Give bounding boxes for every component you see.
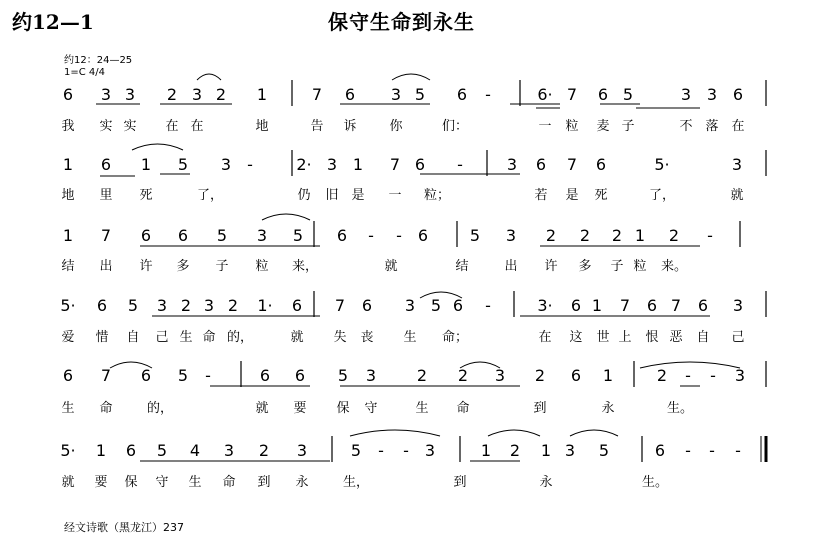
note: 7 (100, 226, 112, 245)
note: 6 (597, 85, 609, 104)
note: 2 (166, 85, 178, 104)
note: 3· (537, 296, 553, 315)
lyric: 在 (538, 330, 552, 345)
lyric: 守 (155, 475, 169, 490)
lyric: 粒 (565, 119, 579, 134)
note: 5· (60, 296, 76, 315)
lyric: 永 (601, 401, 615, 416)
slur (132, 144, 183, 150)
note: 7 (566, 85, 578, 104)
lyric: 就 (61, 475, 75, 490)
key-time-signature: 1=C 4/4 (64, 67, 105, 78)
lyric: 生。 (666, 401, 694, 416)
note: 5 (177, 155, 189, 174)
lyric: 保 (124, 475, 138, 490)
lyric: 己 (155, 330, 169, 345)
lyric: 恨 (645, 330, 659, 345)
note: 2 (611, 226, 623, 245)
note: 6 (62, 85, 74, 104)
lyric: 命 (202, 330, 216, 345)
lyric: 实 (123, 119, 137, 134)
dash-note: - (710, 366, 716, 385)
note: 5· (654, 155, 670, 174)
lyric: 们： (441, 119, 469, 134)
music-system-1 (61, 80, 766, 134)
note: 3 (731, 155, 743, 174)
note: 1 (480, 441, 492, 460)
dash-note: - (378, 441, 384, 460)
note: 6 (535, 155, 547, 174)
dash-note: - (685, 366, 691, 385)
lyric: 命 (99, 401, 113, 416)
lyric: 在 (190, 119, 204, 134)
note: 5 (598, 441, 610, 460)
note: 7 (334, 296, 346, 315)
lyric: 许 (544, 259, 558, 274)
lyric: 仍 (297, 188, 311, 203)
lyric: 子 (621, 119, 635, 134)
slur (197, 74, 221, 80)
lyric: 一 (538, 119, 552, 134)
lyric: 这 (569, 330, 583, 345)
note: 5 (177, 366, 189, 385)
lyric: 生， (342, 475, 370, 490)
lyric: 来。 (660, 259, 688, 274)
note: 5 (622, 85, 634, 104)
lyric: 诉 (343, 119, 357, 134)
lyric: 子 (215, 259, 229, 274)
dash-note: - (205, 366, 211, 385)
lyric: 粒 (255, 259, 269, 274)
music-system-5 (61, 361, 766, 416)
lyric: 就 (730, 188, 744, 203)
lyric: 生。 (641, 475, 669, 490)
lyric: 告 (310, 119, 324, 134)
lyric: 我 (61, 119, 75, 134)
note: 6 (100, 155, 112, 174)
note: 1 (95, 441, 107, 460)
lyric: 爱 (61, 330, 75, 345)
note: 6· (537, 85, 553, 104)
note: 6 (595, 155, 607, 174)
lyric: 惜 (95, 330, 109, 345)
note: 6 (732, 85, 744, 104)
slur (570, 430, 618, 436)
lyric: 永 (539, 475, 553, 490)
lyric: 自 (126, 330, 140, 345)
note: 6 (361, 296, 373, 315)
lyric: 丧 (360, 330, 374, 345)
note: 1 (352, 155, 364, 174)
lyric: 实 (99, 119, 113, 134)
lyric: 粒； (423, 188, 451, 203)
note: 1 (540, 441, 552, 460)
note: 6 (96, 296, 108, 315)
lyric: 己 (731, 330, 745, 345)
dash-note: - (485, 85, 491, 104)
lyric: 地 (255, 119, 269, 134)
note: 6 (570, 296, 582, 315)
source-footer: 经文诗歌（黑龙江）237 (64, 521, 184, 534)
note: 3 (156, 296, 168, 315)
music-system-6 (60, 436, 766, 490)
note: 2· (296, 155, 312, 174)
note: 2 (579, 226, 591, 245)
lyric: 恶 (669, 330, 683, 345)
note: 1· (257, 296, 273, 315)
note: 6 (456, 85, 468, 104)
note: 3 (256, 226, 268, 245)
note: 3 (494, 366, 506, 385)
lyric: 生 (415, 401, 429, 416)
lyric: 世 (596, 330, 610, 345)
note: 5· (60, 441, 76, 460)
note: 3 (404, 296, 416, 315)
note: 6 (417, 226, 429, 245)
note: 3 (505, 226, 517, 245)
note: 3 (680, 85, 692, 104)
slur (262, 214, 310, 220)
lyric: 保 (336, 401, 350, 416)
note: 7 (619, 296, 631, 315)
lyric: 到 (533, 401, 547, 416)
lyric: 的， (146, 401, 174, 416)
lyric: 了， (648, 188, 676, 203)
dash-note: - (709, 441, 715, 460)
lyric: 自 (696, 330, 710, 345)
note: 1 (62, 226, 74, 245)
note: 5 (350, 441, 362, 460)
note: 5 (127, 296, 139, 315)
lyric: 落 (705, 119, 719, 134)
note: 5 (156, 441, 168, 460)
note: 3 (124, 85, 136, 104)
dash-note: - (735, 441, 741, 460)
note: 3 (223, 441, 235, 460)
note: 7 (389, 155, 401, 174)
note: 2 (457, 366, 469, 385)
dash-note: - (485, 296, 491, 315)
note: 5 (292, 226, 304, 245)
note: 6 (697, 296, 709, 315)
note: 2 (668, 226, 680, 245)
note: 2 (215, 85, 227, 104)
lyric: 了， (196, 188, 224, 203)
note: 5 (414, 85, 426, 104)
note: 6 (62, 366, 74, 385)
note: 7 (311, 85, 323, 104)
note: 6 (344, 85, 356, 104)
note: 2 (227, 296, 239, 315)
dash-note: - (368, 226, 374, 245)
lyric: 若 (534, 188, 548, 203)
dash-note: - (707, 226, 713, 245)
dash-note: - (457, 155, 463, 174)
lyric: 是 (565, 188, 579, 203)
lyric: 里 (99, 188, 113, 203)
note: 6 (570, 366, 582, 385)
note: 1 (634, 226, 646, 245)
note: 1 (140, 155, 152, 174)
note: 3 (203, 296, 215, 315)
note: 2 (545, 226, 557, 245)
note: 2 (656, 366, 668, 385)
note: 2 (416, 366, 428, 385)
lyric: 来， (291, 259, 319, 274)
lyric: 在 (731, 119, 745, 134)
lyric: 麦 (596, 119, 610, 134)
note: 6 (140, 366, 152, 385)
lyric: 许 (139, 259, 153, 274)
note: 6 (452, 296, 464, 315)
note: 7 (670, 296, 682, 315)
lyric: 出 (504, 259, 518, 274)
lyric: 就 (290, 330, 304, 345)
lyric: 死 (594, 188, 608, 203)
lyric: 多 (578, 259, 592, 274)
note: 3 (100, 85, 112, 104)
lyric: 出 (99, 259, 113, 274)
note: 3 (220, 155, 232, 174)
lyric: 结 (455, 259, 469, 274)
note: 2 (180, 296, 192, 315)
note: 4 (189, 441, 201, 460)
lyric: 死 (139, 188, 153, 203)
note: 3 (732, 296, 744, 315)
note: 1 (256, 85, 268, 104)
note: 6 (291, 296, 303, 315)
scripture-reference: 约12：24—25 (64, 55, 133, 66)
lyric: 的， (226, 330, 254, 345)
lyric: 旧 (325, 188, 339, 203)
lyric: 要 (94, 475, 108, 490)
lyric: 上 (618, 330, 632, 345)
lyric: 地 (61, 188, 75, 203)
lyric: 就 (255, 401, 269, 416)
note: 3 (564, 441, 576, 460)
note: 6 (259, 366, 271, 385)
note: 7 (100, 366, 112, 385)
lyric: 就 (384, 259, 398, 274)
note: 1 (591, 296, 603, 315)
lyric: 生 (179, 330, 193, 345)
lyric: 命 (222, 475, 236, 490)
note: 3 (296, 441, 308, 460)
note: 6 (646, 296, 658, 315)
lyric: 失 (333, 330, 347, 345)
note: 3 (734, 366, 746, 385)
lyric: 永 (295, 475, 309, 490)
lyric: 结 (61, 259, 75, 274)
lyric: 守 (364, 401, 378, 416)
song-title: 保守生命到永生 (328, 10, 475, 34)
lyric: 到 (453, 475, 467, 490)
dash-note: - (685, 441, 691, 460)
lyric: 一 (388, 188, 402, 203)
note: 5 (216, 226, 228, 245)
note: 3 (706, 85, 718, 104)
music-system-4 (60, 291, 766, 345)
note: 3 (365, 366, 377, 385)
song-code: 约12—1 (12, 10, 94, 34)
note: 6 (336, 226, 348, 245)
lyric: 在 (165, 119, 179, 134)
lyric: 生 (403, 330, 417, 345)
note: 3 (424, 441, 436, 460)
note: 2 (534, 366, 546, 385)
lyric: 生 (188, 475, 202, 490)
lyric: 到 (257, 475, 271, 490)
music-system-3 (61, 221, 740, 274)
note: 6 (654, 441, 666, 460)
dash-note: - (403, 441, 409, 460)
note: 6 (294, 366, 306, 385)
lyric: 不 (679, 119, 693, 134)
music-system-2 (61, 150, 766, 203)
slur (488, 430, 540, 436)
note: 3 (390, 85, 402, 104)
lyric: 子 (610, 259, 624, 274)
note: 1 (602, 366, 614, 385)
note: 3 (506, 155, 518, 174)
note: 3 (326, 155, 338, 174)
note: 5 (337, 366, 349, 385)
note: 2 (509, 441, 521, 460)
note: 2 (258, 441, 270, 460)
dash-note: - (247, 155, 253, 174)
lyric: 命； (441, 330, 469, 345)
lyric: 粒 (633, 259, 647, 274)
lyric: 要 (293, 401, 307, 416)
note: 6 (414, 155, 426, 174)
note: 1 (62, 155, 74, 174)
slur (350, 430, 440, 436)
lyric: 是 (351, 188, 365, 203)
lyric: 生 (61, 401, 75, 416)
note: 5 (430, 296, 442, 315)
lyric: 多 (176, 259, 190, 274)
note: 3 (191, 85, 203, 104)
note: 6 (140, 226, 152, 245)
lyric: 你 (389, 119, 403, 134)
note: 7 (566, 155, 578, 174)
slur (392, 74, 430, 80)
lyric: 命 (456, 401, 470, 416)
dash-note: - (396, 226, 402, 245)
note: 6 (177, 226, 189, 245)
note: 6 (125, 441, 137, 460)
note: 5 (469, 226, 481, 245)
